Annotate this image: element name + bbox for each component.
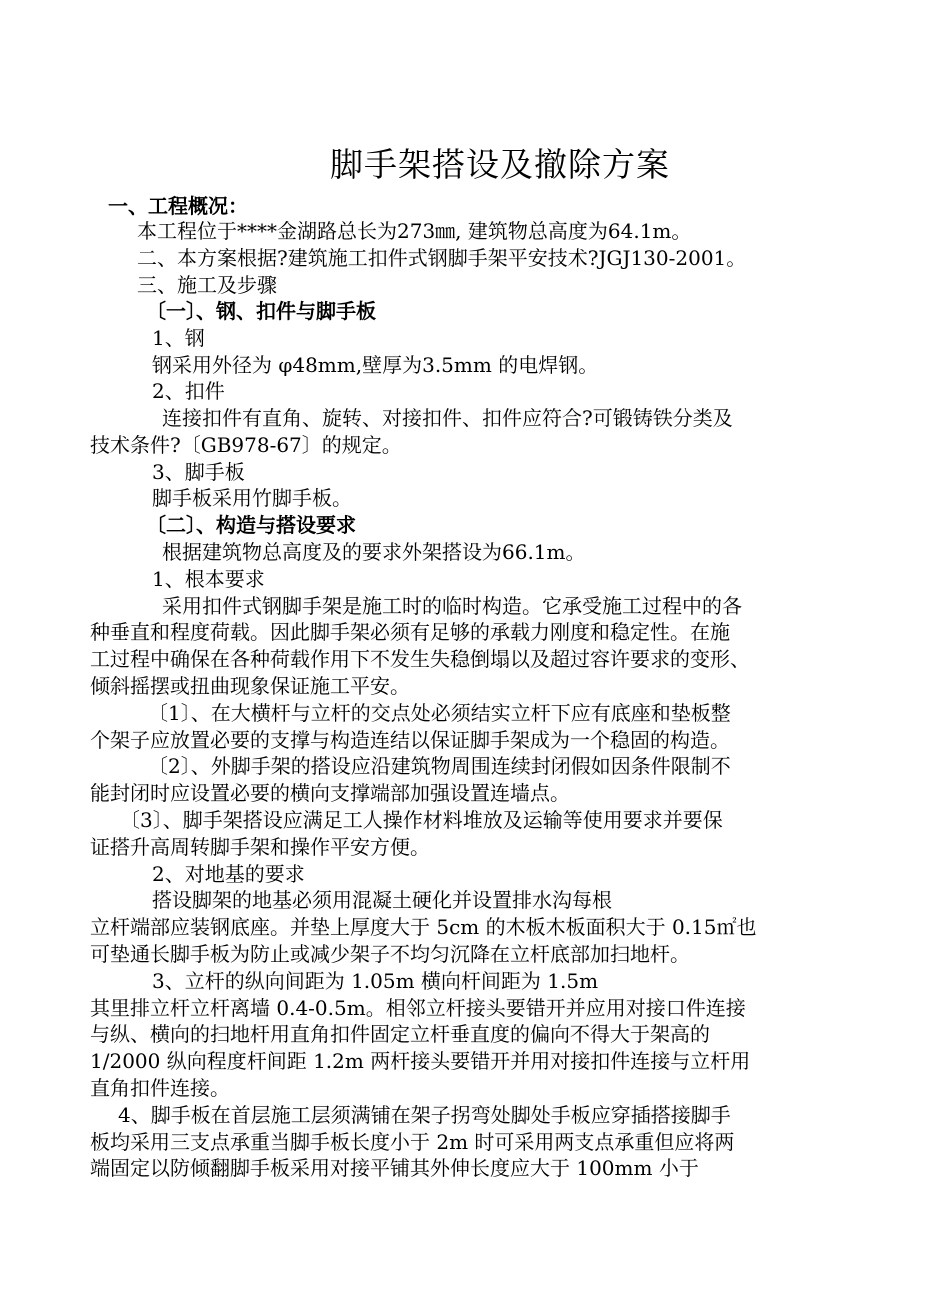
paragraph-line: 1、钢 bbox=[152, 326, 205, 350]
paragraph-line: 2、对地基的要求 bbox=[152, 862, 305, 886]
paragraph-line: 倾斜摇摆或扭曲现象保证施工平安。 bbox=[90, 674, 410, 698]
paragraph-line: 根据建筑物总高度及的要求外架搭设为66.1m。 bbox=[162, 540, 586, 564]
paragraph-line: 1、根本要求 bbox=[152, 567, 265, 591]
paragraph-line: 脚手板采用竹脚手板。 bbox=[152, 486, 352, 510]
paragraph-line: 1/2000 纵向程度杆间距 1.2m 两杆接头要错开并用对接扣件连接与立杆用 bbox=[90, 1049, 751, 1073]
paragraph-line: 其里排立杆立杆离墙 0.4-0.5m。相邻立杆接头要错开并应用对接口件连接 bbox=[90, 996, 746, 1020]
paragraph-line: 二、本方案根据?建筑施工扣件式钢脚手架平安技术?JGJ130-2001。 bbox=[137, 246, 747, 270]
paragraph-line: 本工程位于****金湖路总长为273㎜, 建筑物总高度为64.1m。 bbox=[137, 219, 692, 243]
paragraph-line: 种垂直和程度荷载。因此脚手架必须有足够的承载力刚度和稳定性。在施 bbox=[90, 620, 730, 644]
paragraph-line: 个架子应放置必要的支撑与构造连结以保证脚手架成为一个稳固的构造。 bbox=[90, 728, 730, 752]
paragraph-line: 〔2〕、外脚手架的搭设应沿建筑物周围连续封闭假如因条件限制不 bbox=[148, 754, 731, 778]
paragraph-line: 可垫通长脚手板为防止或减少架子不均匀沉降在立杆底部加扫地杆。 bbox=[90, 942, 690, 966]
paragraph-line: 〔3〕、脚手架搭设应满足工人操作材料堆放及运输等使用要求并要保 bbox=[120, 808, 723, 832]
paragraph-line: 2、扣件 bbox=[152, 379, 225, 403]
paragraph-line: 搭设脚架的地基必须用混凝土硬化并设置排水沟每根 bbox=[152, 888, 612, 912]
paragraph-line: 与纵、横向的扫地杆用直角扣件固定立杆垂直度的偏向不得大于架高的 bbox=[90, 1022, 710, 1046]
subsection-heading-materials: 〔一〕、钢、扣件与脚手板 bbox=[146, 299, 376, 323]
document-title: 脚手架搭设及撤除方案 bbox=[330, 145, 670, 184]
paragraph-line: 4、脚手板在首层施工层须满铺在架子拐弯处脚处手板应穿插搭接脚手 bbox=[118, 1103, 731, 1127]
paragraph-line: 板均采用三支点承重当脚手板长度小于 2m 时可采用两支点承重但应将两 bbox=[90, 1130, 735, 1154]
paragraph-line: 〔1〕、在大横杆与立杆的交点处必须结实立杆下应有底座和垫板整 bbox=[148, 701, 731, 725]
paragraph-line: 钢采用外径为 φ48mm,壁厚为3.5mm 的电焊钢。 bbox=[152, 353, 599, 377]
paragraph-line: 3、脚手板 bbox=[152, 460, 245, 484]
paragraph-line: 3、立杆的纵向间距为 1.05m 横向杆间距为 1.5m bbox=[152, 969, 599, 993]
paragraph-line: 直角扣件连接。 bbox=[90, 1076, 230, 1100]
paragraph-line: 技术条件?〔GB978-67〕的规定。 bbox=[90, 433, 402, 457]
paragraph-line: 立杆端部应装钢底座。并垫上厚度大于 5cm 的木板木板面积大于 0.15㎡也 bbox=[90, 915, 757, 939]
paragraph-line: 端固定以防倾翻脚手板采用对接平铺其外伸长度应大于 100mm 小于 bbox=[90, 1156, 699, 1180]
paragraph-line: 三、施工及步骤 bbox=[137, 273, 277, 297]
section-heading-overview: 一、工程概况： bbox=[108, 194, 248, 218]
paragraph-line: 连接扣件有直角、旋转、对接扣件、扣件应符合?可锻铸铁分类及 bbox=[162, 406, 733, 430]
paragraph-line: 采用扣件式钢脚手架是施工时的临时构造。它承受施工过程中的各 bbox=[162, 594, 742, 618]
paragraph-line: 能封闭时应设置必要的横向支撑端部加强设置连墙点。 bbox=[90, 781, 570, 805]
subsection-heading-construction: 〔二〕、构造与搭设要求 bbox=[146, 513, 356, 537]
paragraph-line: 工过程中确保在各种荷载作用下不发生失稳倒塌以及超过容许要求的变形、 bbox=[90, 647, 750, 671]
paragraph-line: 证搭升高周转脚手架和操作平安方便。 bbox=[90, 835, 430, 859]
